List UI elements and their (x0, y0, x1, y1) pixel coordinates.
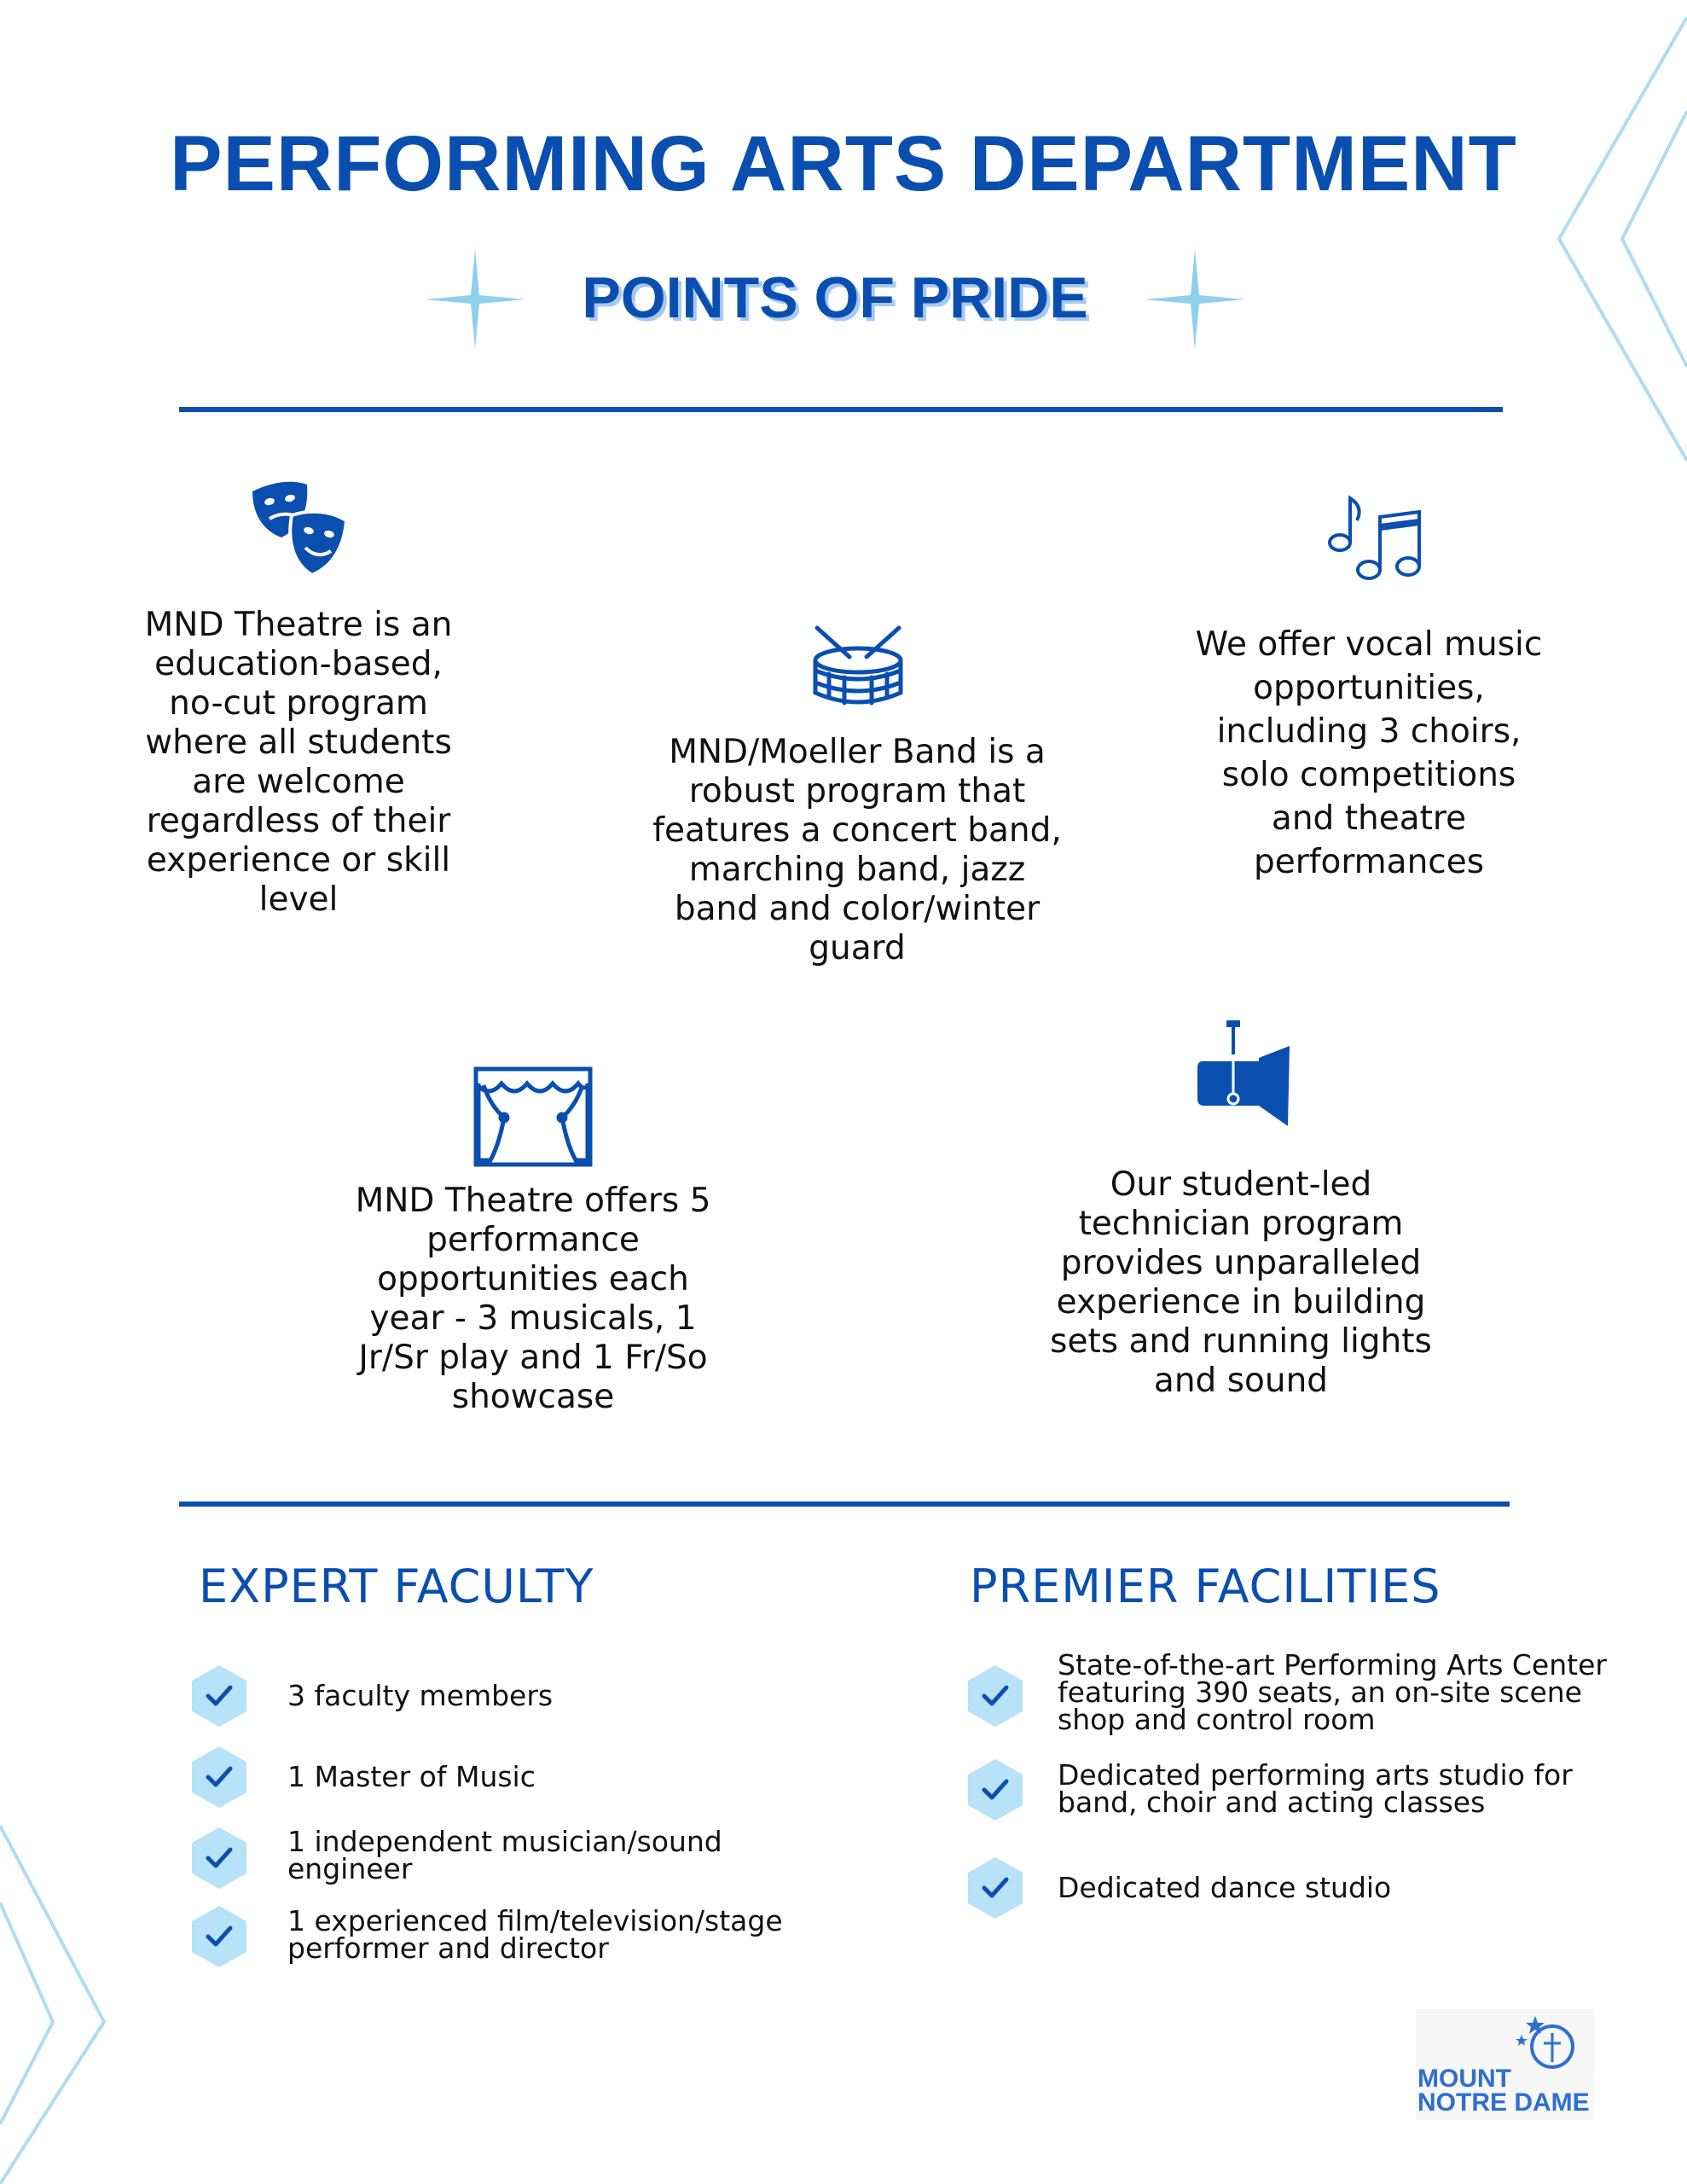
faculty-item-text: 3 faculty members (287, 1679, 554, 1712)
checkmark-icon (189, 1664, 249, 1728)
faculty-item-text: 1 independent musician/sound engineer (287, 1825, 722, 1885)
checkmark-icon (965, 1757, 1025, 1822)
logo-line1: MOUNT (1417, 2065, 1511, 2093)
divider-top (179, 407, 1503, 412)
logo-emblem-icon (1510, 2009, 1586, 2077)
faculty-item-text: 1 Master of Music (287, 1760, 536, 1793)
chevron-bottom-left-inner (0, 1902, 53, 2124)
point-vocal: We offer vocal music opportunities, including 3 choirs, solo competitions and theatre performances (1195, 625, 1543, 881)
checkmark-icon (965, 1856, 1025, 1920)
page-title: PERFORMING ARTS DEPARTMENT (170, 120, 1517, 207)
point-theatre-education: MND Theatre is an education-based, no-cut program where all students are welcome regardless of their experience or skill level (144, 606, 453, 919)
faculty-heading: EXPERT FACULTY (199, 1560, 594, 1613)
checkmark-icon (189, 1904, 249, 1969)
faculty-item-text: 1 experienced film/television/stage performer and director (287, 1904, 783, 1965)
stage-curtain-icon (473, 1066, 593, 1167)
point-technician: Our student-led technician program provides unparalleled experience in building sets and running lights and sound (1050, 1165, 1432, 1400)
chevron-bottom-left-outer (0, 1826, 104, 2184)
theatre-masks-icon (247, 478, 350, 580)
facilities-item-text: State-of-the-art Performing Arts Center featuring 390 seats, an on-site scene shop and control room (1058, 1648, 1607, 1736)
spotlight-icon (1192, 1020, 1291, 1126)
checkmark-icon (965, 1664, 1025, 1728)
music-notes-icon (1326, 495, 1427, 587)
point-band: MND/Moeller Band is a robust program that features a concert band, marching band, jazz band and color/winter guard (652, 733, 1062, 967)
logo-line2: NOTRE DAME (1417, 2088, 1590, 2117)
page-subtitle: POINTS OF PRIDE (582, 265, 1088, 330)
drum-icon (810, 623, 906, 712)
point-theatre-performances: MND Theatre offers 5 performance opportunities each year - 3 musicals, 1 Jr/Sr play and 1 Fr/So showcase (355, 1182, 711, 1416)
facilities-item-text: Dedicated dance studio (1058, 1871, 1392, 1904)
facilities-item-text: Dedicated performing arts studio for band, choir and acting classes (1058, 1758, 1573, 1819)
facilities-heading: PREMIER FACILITIES (970, 1560, 1441, 1613)
checkmark-icon (189, 1826, 249, 1891)
divider-bottom (179, 1502, 1510, 1507)
school-logo (1416, 2009, 1595, 2120)
checkmark-icon (189, 1745, 249, 1809)
